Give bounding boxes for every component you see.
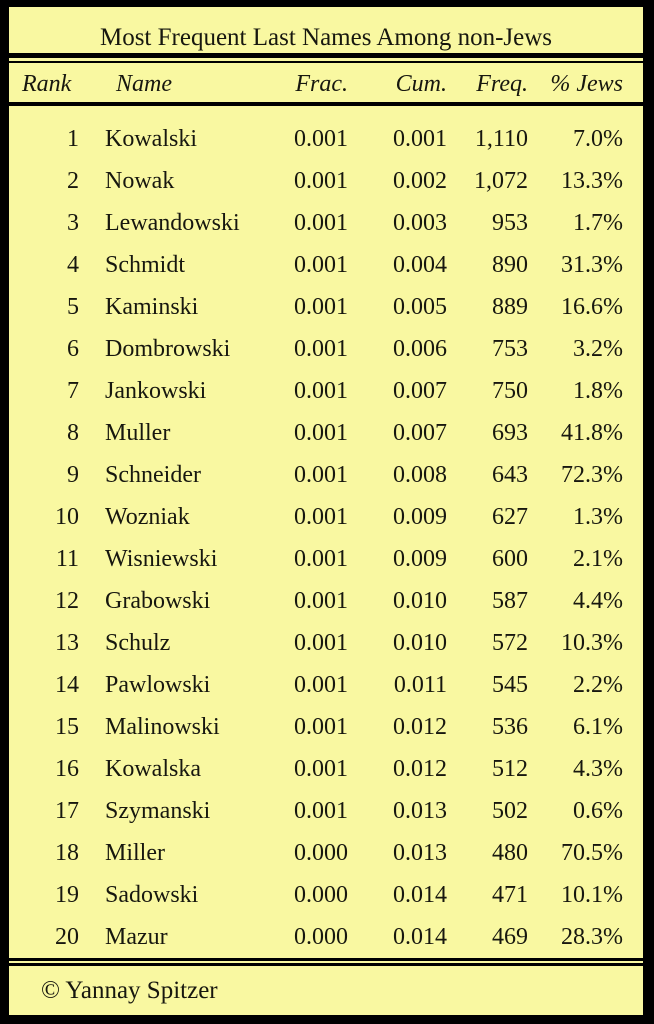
cell-rank: 1	[67, 125, 79, 152]
table-row	[9, 664, 643, 706]
cell-cum: 0.004	[393, 251, 447, 278]
cell-cum: 0.003	[393, 209, 447, 236]
cell-name: Wisniewski	[105, 545, 218, 572]
cell-name: Jankowski	[105, 377, 207, 404]
cell-rank: 20	[55, 923, 79, 950]
cell-freq: 545	[492, 671, 528, 698]
cell-freq: 587	[492, 587, 528, 614]
cell-name: Malinowski	[105, 713, 220, 740]
table-row	[9, 622, 643, 664]
table-body	[9, 106, 643, 958]
cell-cum: 0.001	[393, 125, 447, 152]
cell-frac: 0.001	[294, 209, 348, 236]
cell-frac: 0.001	[294, 503, 348, 530]
cell-pct-jews: 2.1%	[573, 545, 623, 572]
cell-cum: 0.014	[393, 881, 447, 908]
cell-cum: 0.009	[393, 545, 447, 572]
cell-cum: 0.010	[393, 629, 447, 656]
table-row	[9, 202, 643, 244]
cell-freq: 536	[492, 713, 528, 740]
cell-pct-jews: 72.3%	[561, 461, 623, 488]
cell-freq: 600	[492, 545, 528, 572]
table-row	[9, 118, 643, 160]
table-row	[9, 412, 643, 454]
cell-pct-jews: 0.6%	[573, 797, 623, 824]
title-separator-double-rule	[9, 53, 643, 63]
cell-cum: 0.006	[393, 335, 447, 362]
table-row	[9, 706, 643, 748]
cell-frac: 0.001	[294, 797, 348, 824]
cell-frac: 0.001	[294, 755, 348, 782]
table-row	[9, 916, 643, 958]
cell-freq: 753	[492, 335, 528, 362]
cell-pct-jews: 41.8%	[561, 419, 623, 446]
cell-cum: 0.013	[393, 797, 447, 824]
column-header-frac: Frac.	[295, 71, 348, 97]
column-header-pct-jews: % Jews	[550, 71, 623, 97]
cell-pct-jews: 7.0%	[573, 125, 623, 152]
cell-name: Miller	[105, 839, 165, 866]
cell-frac: 0.001	[294, 713, 348, 740]
column-header-freq: Freq.	[476, 71, 528, 97]
cell-rank: 2	[67, 167, 79, 194]
cell-cum: 0.012	[393, 713, 447, 740]
cell-freq: 480	[492, 839, 528, 866]
cell-freq: 572	[492, 629, 528, 656]
cell-cum: 0.011	[393, 671, 447, 698]
cell-rank: 3	[67, 209, 79, 236]
cell-freq: 502	[492, 797, 528, 824]
cell-rank: 7	[67, 377, 79, 404]
cell-frac: 0.001	[294, 293, 348, 320]
column-header-name: Name	[116, 71, 172, 97]
cell-cum: 0.008	[393, 461, 447, 488]
cell-frac: 0.001	[294, 671, 348, 698]
cell-pct-jews: 4.3%	[573, 755, 623, 782]
cell-frac: 0.001	[294, 125, 348, 152]
cell-frac: 0.001	[294, 335, 348, 362]
cell-rank: 12	[55, 587, 79, 614]
cell-freq: 889	[492, 293, 528, 320]
table-row	[9, 790, 643, 832]
cell-name: Nowak	[105, 167, 175, 194]
cell-cum: 0.013	[393, 839, 447, 866]
cell-frac: 0.001	[294, 629, 348, 656]
cell-freq: 693	[492, 419, 528, 446]
cell-freq: 750	[492, 377, 528, 404]
cell-rank: 17	[55, 797, 79, 824]
cell-rank: 11	[55, 545, 79, 572]
footer-separator-double-rule	[9, 958, 643, 966]
cell-name: Muller	[105, 419, 171, 446]
cell-freq: 512	[492, 755, 528, 782]
cell-pct-jews: 31.3%	[561, 251, 623, 278]
cell-rank: 14	[55, 671, 79, 698]
cell-rank: 8	[67, 419, 79, 446]
cell-freq: 627	[492, 503, 528, 530]
cell-name: Kowalski	[105, 125, 197, 152]
table-row	[9, 370, 643, 412]
cell-name: Szymanski	[105, 797, 211, 824]
table-background	[9, 7, 643, 1015]
cell-freq: 469	[492, 923, 528, 950]
table-title: Most Frequent Last Names Among non-Jews	[99, 24, 553, 51]
cell-frac: 0.001	[294, 545, 348, 572]
cell-name: Lewandowski	[105, 209, 240, 236]
cell-name: Kaminski	[105, 293, 199, 320]
cell-name: Grabowski	[105, 587, 211, 614]
cell-freq: 1,110	[474, 125, 528, 152]
cell-frac: 0.000	[294, 881, 348, 908]
cell-pct-jews: 10.3%	[561, 629, 623, 656]
table-row	[9, 748, 643, 790]
table-row	[9, 538, 643, 580]
table-row	[9, 328, 643, 370]
cell-freq: 1,072	[474, 167, 528, 194]
cell-rank: 5	[67, 293, 79, 320]
cell-pct-jews: 28.3%	[561, 923, 623, 950]
cell-frac: 0.001	[294, 377, 348, 404]
cell-cum: 0.007	[393, 419, 447, 446]
cell-name: Schmidt	[105, 251, 186, 278]
cell-rank: 9	[67, 461, 79, 488]
cell-frac: 0.001	[294, 251, 348, 278]
cell-name: Mazur	[105, 923, 168, 950]
cell-pct-jews: 70.5%	[561, 839, 623, 866]
table-row	[9, 580, 643, 622]
cell-pct-jews: 10.1%	[561, 881, 623, 908]
cell-cum: 0.005	[393, 293, 447, 320]
table-row	[9, 874, 643, 916]
cell-cum: 0.007	[393, 377, 447, 404]
cell-pct-jews: 1.3%	[573, 503, 623, 530]
cell-rank: 13	[55, 629, 79, 656]
cell-pct-jews: 13.3%	[561, 167, 623, 194]
cell-cum: 0.014	[393, 923, 447, 950]
table-row	[9, 244, 643, 286]
table-header-row	[9, 63, 643, 102]
cell-frac: 0.000	[294, 839, 348, 866]
cell-pct-jews: 2.2%	[573, 671, 623, 698]
cell-cum: 0.010	[393, 587, 447, 614]
table-row	[9, 454, 643, 496]
column-header-rank: Rank	[22, 71, 72, 97]
cell-name: Schneider	[105, 461, 201, 488]
cell-cum: 0.012	[393, 755, 447, 782]
cell-rank: 10	[55, 503, 79, 530]
cell-frac: 0.000	[294, 923, 348, 950]
cell-name: Wozniak	[105, 503, 190, 530]
table-row	[9, 832, 643, 874]
cell-name: Schulz	[105, 629, 171, 656]
cell-rank: 16	[55, 755, 79, 782]
cell-rank: 6	[67, 335, 79, 362]
cell-freq: 471	[492, 881, 528, 908]
cell-pct-jews: 6.1%	[573, 713, 623, 740]
cell-pct-jews: 4.4%	[573, 587, 623, 614]
cell-freq: 643	[492, 461, 528, 488]
cell-frac: 0.001	[294, 587, 348, 614]
cell-name: Kowalska	[105, 755, 201, 782]
cell-pct-jews: 1.7%	[573, 209, 623, 236]
cell-name: Sadowski	[105, 881, 199, 908]
cell-cum: 0.009	[393, 503, 447, 530]
cell-frac: 0.001	[294, 461, 348, 488]
column-header-cum: Cum.	[395, 71, 447, 97]
copyright-footer	[9, 966, 643, 1015]
cell-pct-jews: 1.8%	[573, 377, 623, 404]
table-row	[9, 496, 643, 538]
copyright-text: © Yannay Spitzer	[41, 976, 218, 1004]
cell-name: Pawlowski	[105, 671, 211, 698]
cell-name: Dombrowski	[105, 335, 231, 362]
cell-rank: 19	[55, 881, 79, 908]
cell-cum: 0.002	[393, 167, 447, 194]
cell-freq: 953	[492, 209, 528, 236]
cell-frac: 0.001	[294, 419, 348, 446]
cell-freq: 890	[492, 251, 528, 278]
cell-rank: 4	[67, 251, 79, 278]
cell-pct-jews: 3.2%	[573, 335, 623, 362]
table-row	[9, 286, 643, 328]
cell-rank: 18	[55, 839, 79, 866]
cell-rank: 15	[55, 713, 79, 740]
cell-frac: 0.001	[294, 167, 348, 194]
table-row	[9, 160, 643, 202]
cell-pct-jews: 16.6%	[561, 293, 623, 320]
